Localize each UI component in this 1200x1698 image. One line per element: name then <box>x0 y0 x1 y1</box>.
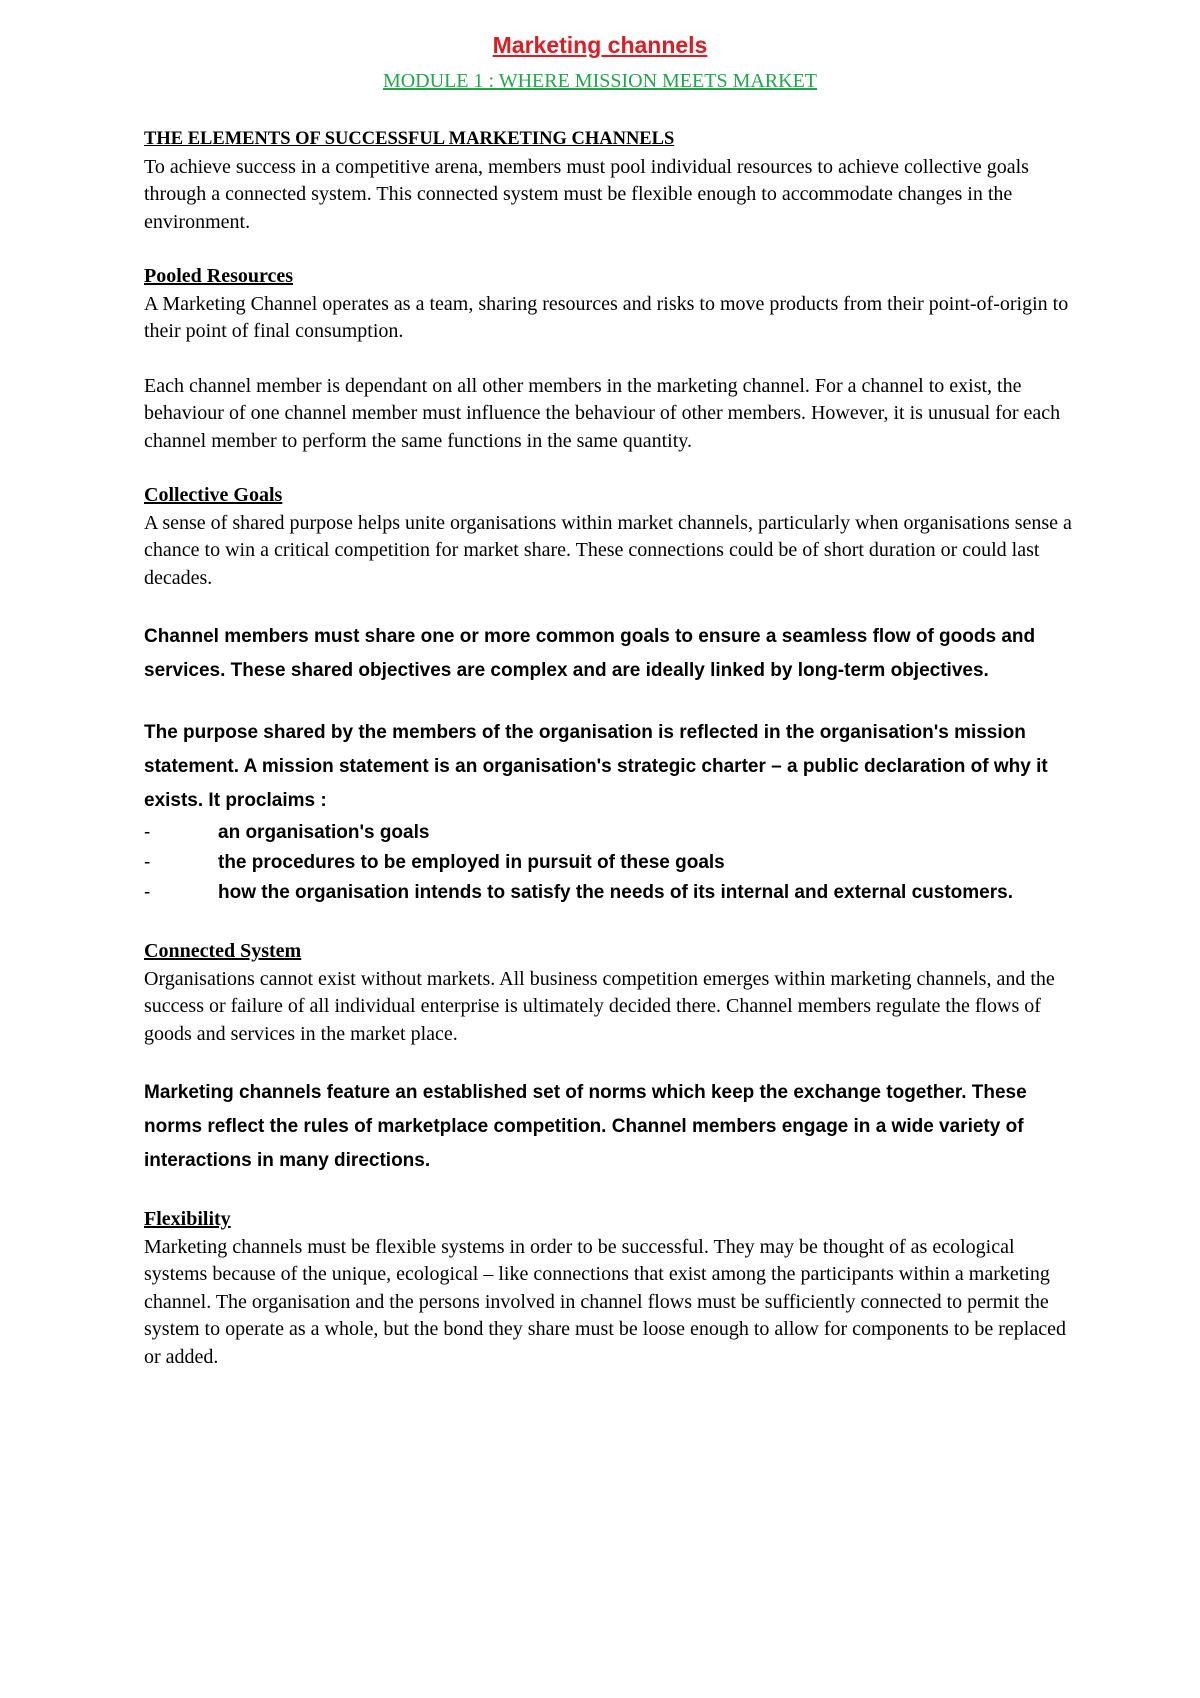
section-heading-collective-goals: Collective Goals <box>144 484 283 506</box>
section-heading-pooled-resources: Pooled Resources <box>144 265 294 287</box>
list-item-text: the procedures to be employed in pursuit of these goals <box>218 852 725 873</box>
paragraph-collective-2: Channel members must share one or more common goals to ensure a seamless flow of goods and services. These shared objectives are complex and are ideally linked by long-term objectives. <box>144 626 1036 681</box>
paragraph-collective-3: The purpose shared by the members of the organisation is reflected in the organisation's mission statement. A mission statement is an organisation's strategic charter – a public declaration of why it exists. It proclaims : <box>144 722 1048 811</box>
bullet-marker: - <box>144 882 151 903</box>
paragraph-flexibility-1: Marketing channels must be flexible systems in order to be successful. They may be thought of as ecological systems because of the unique, ecological – like connections that exist among the participants within a marketing channel. The organisation and the persons involved in channel flows must be sufficiently connected to permit the system to operate as a whole, but the bond they share must be loose enough to allow for components to be replaced or added. <box>144 1235 1066 1368</box>
list-item-text: an organisation's goals <box>218 822 430 843</box>
paragraph-connected-1: Organisations cannot exist without markets. All business competition emerges within marketing channels, and the success or failure of all individual enterprise is ultimately decided there. Channel members regulate the flows of goods and services in the market place. <box>144 967 1055 1045</box>
section-heading-flexibility: Flexibility <box>144 1208 231 1230</box>
paragraph-connected-2: Marketing channels feature an established set of norms which keep the exchange together. These norms reflect the rules of marketplace competition. Channel members engage in a wide variety of interactions in many directions. <box>144 1082 1027 1171</box>
section-heading-connected-system: Connected System <box>144 940 302 962</box>
document-subtitle: MODULE 1 : WHERE MISSION MEETS MARKET <box>382 70 818 92</box>
goals-list <box>144 818 1074 908</box>
list-item <box>144 848 1074 878</box>
list-item <box>144 818 1074 848</box>
paragraph-pooled-1: A Marketing Channel operates as a team, sharing resources and risks to move products from their point-of-origin to their point of final consumption. <box>144 292 1069 342</box>
list-item-text: how the organisation intends to satisfy the needs of its internal and external customers. <box>218 882 1013 903</box>
paragraph-collective-1: A sense of shared purpose helps unite organisations within market channels, particularly when organisations sense a chance to win a critical competition for market share. These connections could be of short duration or could last decades. <box>144 511 1072 589</box>
paragraph-pooled-2: Each channel member is dependant on all other members in the marketing channel. For a channel to exist, the behaviour of one channel member must influence the behaviour of other members. However, it is unusual for each channel member to perform the same functions in the same quantity. <box>144 374 1061 452</box>
document-body <box>144 126 1074 1371</box>
document-title: Marketing channels <box>492 32 708 58</box>
bullet-marker: - <box>144 852 151 873</box>
paragraph-elements: To achieve success in a competitive arena, members must pool individual resources to achieve collective goals through a connected system. This connected system must be flexible enough to accommodate changes in the environment. <box>144 155 1029 233</box>
section-heading-elements: THE ELEMENTS OF SUCCESSFUL MARKETING CHANNELS <box>144 129 675 149</box>
bullet-marker: - <box>144 822 151 843</box>
list-item <box>144 878 1074 908</box>
